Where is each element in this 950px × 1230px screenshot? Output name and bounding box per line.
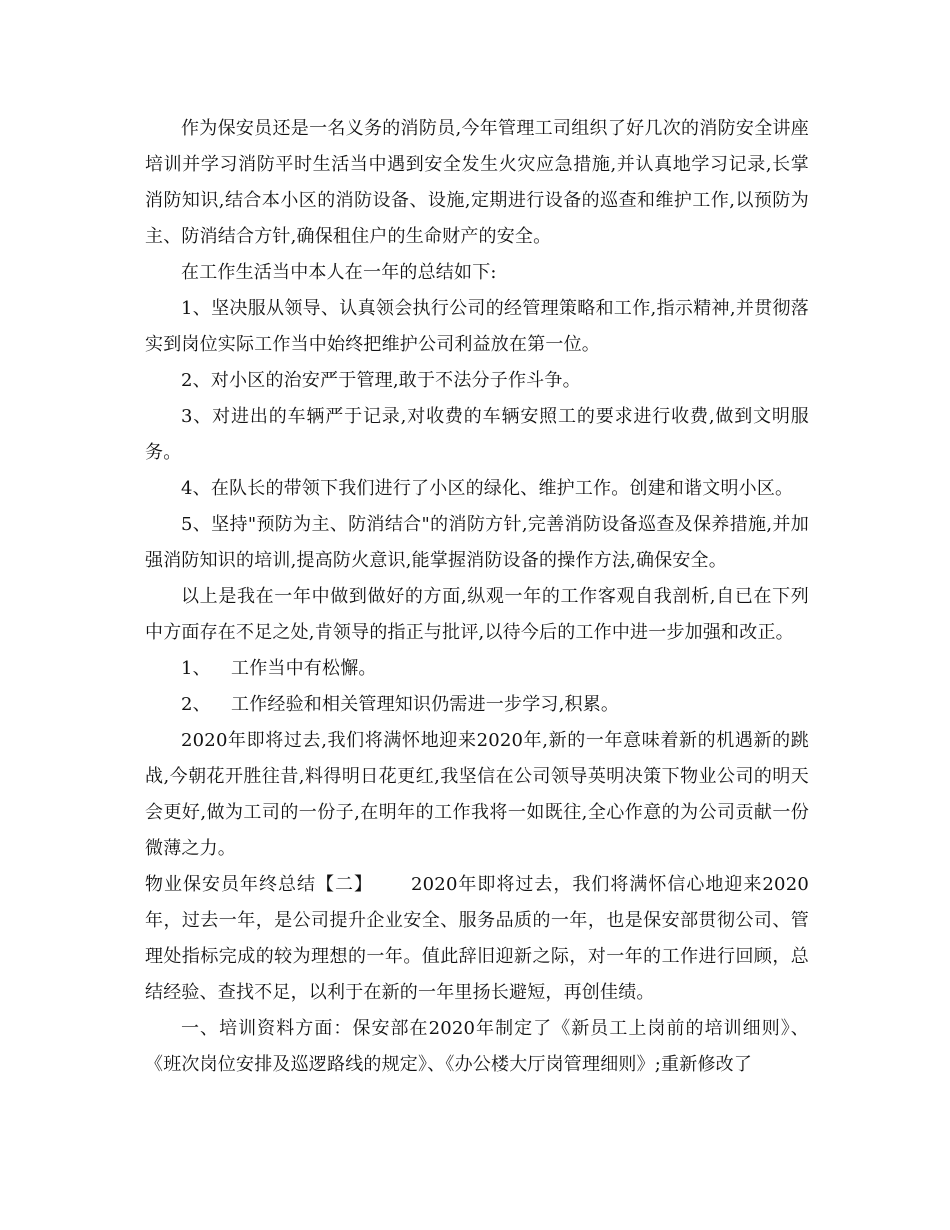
shortcoming-text: 工作经验和相关管理知识仍需进一步学习,积累。: [231, 694, 620, 715]
paragraph-item-2: 2、对小区的治安严于管理,敢于不法分子作斗争。: [181, 370, 581, 391]
paragraph-item-4: 4、在队长的带领下我们进行了小区的绿化、维护工作。创建和谐文明小区。: [181, 478, 794, 499]
paragraph-training-materials: 一、培训资料方面：保安部在2020年制定了《新员工上岗前的培训细则》、《班次岗位安排及巡逻路线的规定》、《办公楼大厅岗管理细则》;重新修改了: [145, 1018, 809, 1075]
shortcoming-number: 2、: [181, 694, 211, 715]
paragraph-closing: 2020年即将过去,我们将满怀地迎来2020年,新的一年意味着新的机遇新的跳战,今朝花开胜往昔,料得明日花更红,我坚信在公司领导英明决策下物业公司的明天会更好,做为工司的一份子,在明年的工作我将一如既往,全心作意的为公司贡献一份微薄之力。: [145, 730, 809, 859]
shortcoming-item-1: [145, 651, 809, 687]
section-two-block: [145, 867, 809, 1011]
paragraph-summary-intro: 在工作生活当中本人在一年的总结如下:: [181, 262, 497, 283]
shortcoming-item-2: [145, 687, 809, 723]
document-body: [145, 111, 809, 1083]
paragraph-item-5: 5、坚持"预防为主、防消结合"的消防方针,完善消防设备巡查及保养措施,并加强消防知识的培训,提高防火意识,能掌握消防设备的操作方法,确保安全。: [145, 514, 809, 571]
section-two-intro: 2020年即将过去，我们将满怀信心地迎来2020年，过去一年，是公司提升企业安全、服务品质的一年，也是保安部贯彻公司、管理处指标完成的较为理想的一年。值此辞旧迎新之际，对一年的工作进行回顾，总结经验、查找不足，以利于在新的一年里扬长避短，再创佳绩。: [145, 874, 809, 1003]
shortcoming-text: 工作当中有松懈。: [231, 658, 377, 679]
paragraph-item-1: 1、坚决服从领导、认真领会执行公司的经管理策略和工作,指示精神,并贯彻落实到岗位实际工作当中始终把维护公司利益放在第一位。: [145, 298, 809, 355]
section-two-heading: 物业保安员年终总结【二】: [145, 874, 373, 895]
shortcoming-number: 1、: [181, 658, 211, 679]
paragraph-self-review: 以上是我在一年中做到做好的方面,纵观一年的工作客观自我剖析,自已在下列中方面存在不足之处,肯领导的指正与批评,以待今后的工作中进一步加强和改正。: [145, 586, 809, 643]
paragraph-item-3: 3、对进出的车辆严于记录,对收费的车辆安照工的要求进行收费,做到文明服务。: [145, 406, 809, 463]
paragraph-fire-safety: 作为保安员还是一名义务的消防员,今年管理工司组织了好几次的消防安全讲座培训并学习消防平时生活当中遇到安全发生火灾应急措施,并认真地学习记录,长掌消防知识,结合本小区的消防设备、设施,定期进行设备的巡查和维护工作,以预防为主、防消结合方针,确保租住户的生命财产的安全。: [145, 118, 809, 247]
